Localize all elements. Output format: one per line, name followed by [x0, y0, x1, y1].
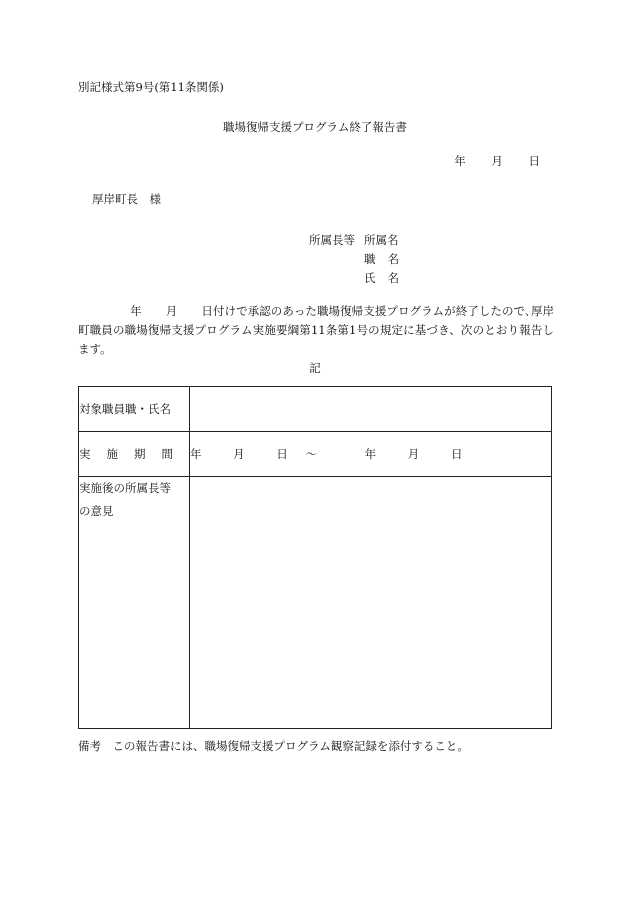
to-year-label: 年 [364, 447, 377, 461]
from-year-label: 年 [190, 447, 202, 461]
signature-block [309, 231, 412, 288]
implementation-period-label: 実施期間 [79, 432, 190, 477]
date-year-label: 年 [454, 154, 466, 168]
table-row [79, 387, 552, 432]
date-day-label: 日 [528, 154, 540, 168]
supervisor-opinion-label-line2: の意見 [79, 504, 114, 518]
implementation-period-field[interactable] [190, 432, 552, 477]
report-body-text [78, 302, 554, 359]
to-month-label: 月 [407, 447, 420, 461]
report-table [78, 386, 552, 729]
date-month-label: 月 [491, 154, 503, 168]
department-name-label: 所属名 [364, 233, 399, 247]
supervisor-opinion-label [79, 477, 190, 729]
ki-heading: 記 [309, 361, 321, 375]
from-month-label: 月 [233, 447, 245, 461]
period-tilde: ～ [305, 447, 317, 461]
body-month-label: 月 [165, 304, 178, 318]
remarks-note: 備考 この報告書には、職場復帰支援プログラム観察記録を添付すること。 [78, 739, 469, 753]
body-text: 日付けで承認のあった職場復帰支援プログラムが終了したので､厚岸町職員の職場復帰支援プログラム実施要綱第11条第1号の規定に基づき、次のとおり報告します。 [78, 304, 555, 356]
date-line [432, 155, 540, 169]
target-employee-field[interactable] [190, 387, 552, 432]
to-day-label: 日 [450, 447, 463, 461]
body-year-label: 年 [130, 304, 142, 318]
table-row [79, 432, 552, 477]
supervisor-opinion-label-line1: 実施後の所属長等 [79, 481, 171, 495]
table-row [79, 477, 552, 729]
supervisor-opinion-field[interactable] [190, 477, 552, 729]
signature-prefix: 所属長等 [309, 233, 355, 247]
form-number: 別記様式第9号(第11条関係) [78, 80, 224, 94]
name-label: 氏名 [364, 271, 411, 285]
from-day-label: 日 [276, 447, 288, 461]
page-title: 職場復帰支援プログラム終了報告書 [223, 120, 407, 134]
target-employee-label: 対象職員職・氏名 [79, 387, 190, 432]
addressee: 厚岸町長 様 [92, 192, 161, 206]
position-label: 職名 [364, 252, 411, 266]
